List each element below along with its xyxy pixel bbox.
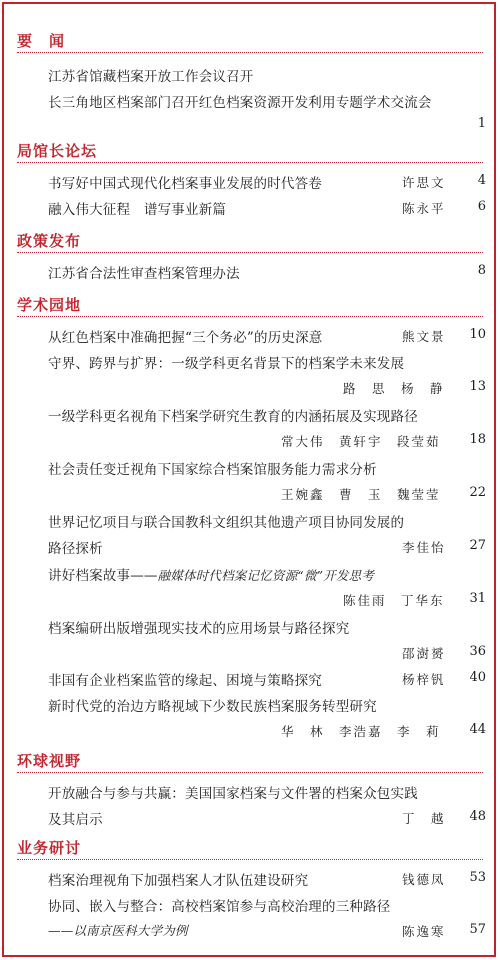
section-title: 业务研讨 [17,839,82,857]
toc-entry-page: 10 [469,327,486,342]
toc-entry-author: 邵澍赟 [402,646,446,661]
toc-entry-title[interactable]: 一级学科更名视角下档案学研究生教育的内涵拓展及实现路径 [48,409,418,425]
toc-entry-title[interactable]: 融入伟大征程 谱写事业新篇 [48,202,227,218]
toc-entry-page: 22 [469,485,486,500]
section-title: 政策发布 [17,232,82,250]
section-rule [17,162,483,163]
toc-entry-author: 杨梓钒 [402,672,446,687]
toc-entry-author: 陈佳雨 丁华东 [343,593,445,608]
toc-entry-page: 36 [469,644,486,659]
toc-entry-author: 许思文 [402,175,446,190]
toc-entry-title[interactable] [48,564,374,584]
toc-entry-title[interactable]: 新时代党的治边方略视域下少数民族档案服务转型研究 [48,699,377,715]
toc-entry-page: 57 [469,922,486,937]
toc-entry-title-italic: 融媒体时代档案记忆资源“微”开发思考 [157,568,374,583]
toc-entry-page: 4 [477,173,486,188]
section-title: 局馆长论坛 [17,142,98,160]
toc-entry-page: 27 [469,538,486,553]
toc-entry-page: 6 [477,199,486,214]
toc-entry-page: 13 [469,379,486,394]
toc-entry-title[interactable]: 守界、跨界与扩界：一级学科更名背景下的档案学未来发展 [48,356,405,372]
toc-entry-page: 8 [477,263,486,278]
toc-entry-page: 44 [469,722,486,737]
toc-entry-subtitle[interactable]: ——以南京医科大学为例 [48,923,188,938]
toc-entry-title[interactable]: 江苏省合法性审查档案管理办法 [48,266,240,282]
toc-entry-page: 40 [469,670,486,685]
toc-entry-title[interactable]: 书写好中国式现代化档案事业发展的时代答卷 [48,176,322,192]
toc-entry-title[interactable]: 长三角地区档案部门召开红色档案资源开发利用专题学术交流会 [48,95,432,111]
section-rule [17,859,483,860]
toc-entry-author: 钱德凤 [402,872,446,887]
toc-entry-title[interactable]: 世界记忆项目与联合国教科文组织其他遗产项目协同发展的 [48,515,405,531]
toc-entry-author: 路 思 杨 静 [343,381,445,396]
toc-entry-author: 熊文景 [402,329,446,344]
toc-entry-author: 丁 越 [402,811,446,826]
toc-entry-page: 18 [469,432,486,447]
section-rule [17,52,483,53]
toc-entry-author: 陈永平 [402,201,446,216]
section-title: 学术园地 [17,296,82,314]
toc-entry-author: 李佳怡 [402,540,446,555]
toc-entry-page: 1 [477,116,486,131]
section-rule [17,316,483,317]
toc-entry-page: 48 [469,809,486,824]
toc-entry-title[interactable]: 协同、嵌入与整合：高校档案馆参与高校治理的三种路径 [48,899,391,915]
section-rule [17,772,483,773]
toc-entry-author: 陈逸寒 [402,924,446,939]
toc-entry-title[interactable]: 开放融合与参与共赢：美国国家档案与文件署的档案众包实践 [48,786,418,802]
toc-entry-title-main: 讲好档案故事—— [48,568,158,584]
toc-entry-page: 53 [469,870,486,885]
toc-entry-title-cont[interactable]: 及其启示 [48,812,103,828]
toc-entry-title[interactable]: 从红色档案中准确把握“三个务必”的历史深意 [48,330,323,346]
toc-entry-title-cont[interactable]: 路径探析 [48,541,103,557]
section-rule [17,252,483,253]
toc-entry-title[interactable]: 社会责任变迁视角下国家综合档案馆服务能力需求分析 [48,462,377,478]
toc-entry-page: 31 [469,591,486,606]
toc-entry-title[interactable]: 档案编研出版增强现实技术的应用场景与路径探究 [48,621,350,637]
toc-entry-title[interactable]: 江苏省馆藏档案开放工作会议召开 [48,69,254,85]
toc-entry-title[interactable]: 非国有企业档案监管的缘起、困境与策略探究 [48,673,322,689]
toc-entry-author: 王婉鑫 曹 玉 魏莹莹 [281,487,441,502]
toc-entry-author: 常大伟 黄轩宇 段莹茹 [281,434,441,449]
section-title: 要 闻 [17,32,66,50]
toc-entry-author: 华 林 李浩嘉 李 莉 [281,724,441,739]
section-title: 环球视野 [17,752,82,770]
toc-entry-title[interactable]: 档案治理视角下加强档案人才队伍建设研究 [48,873,309,889]
